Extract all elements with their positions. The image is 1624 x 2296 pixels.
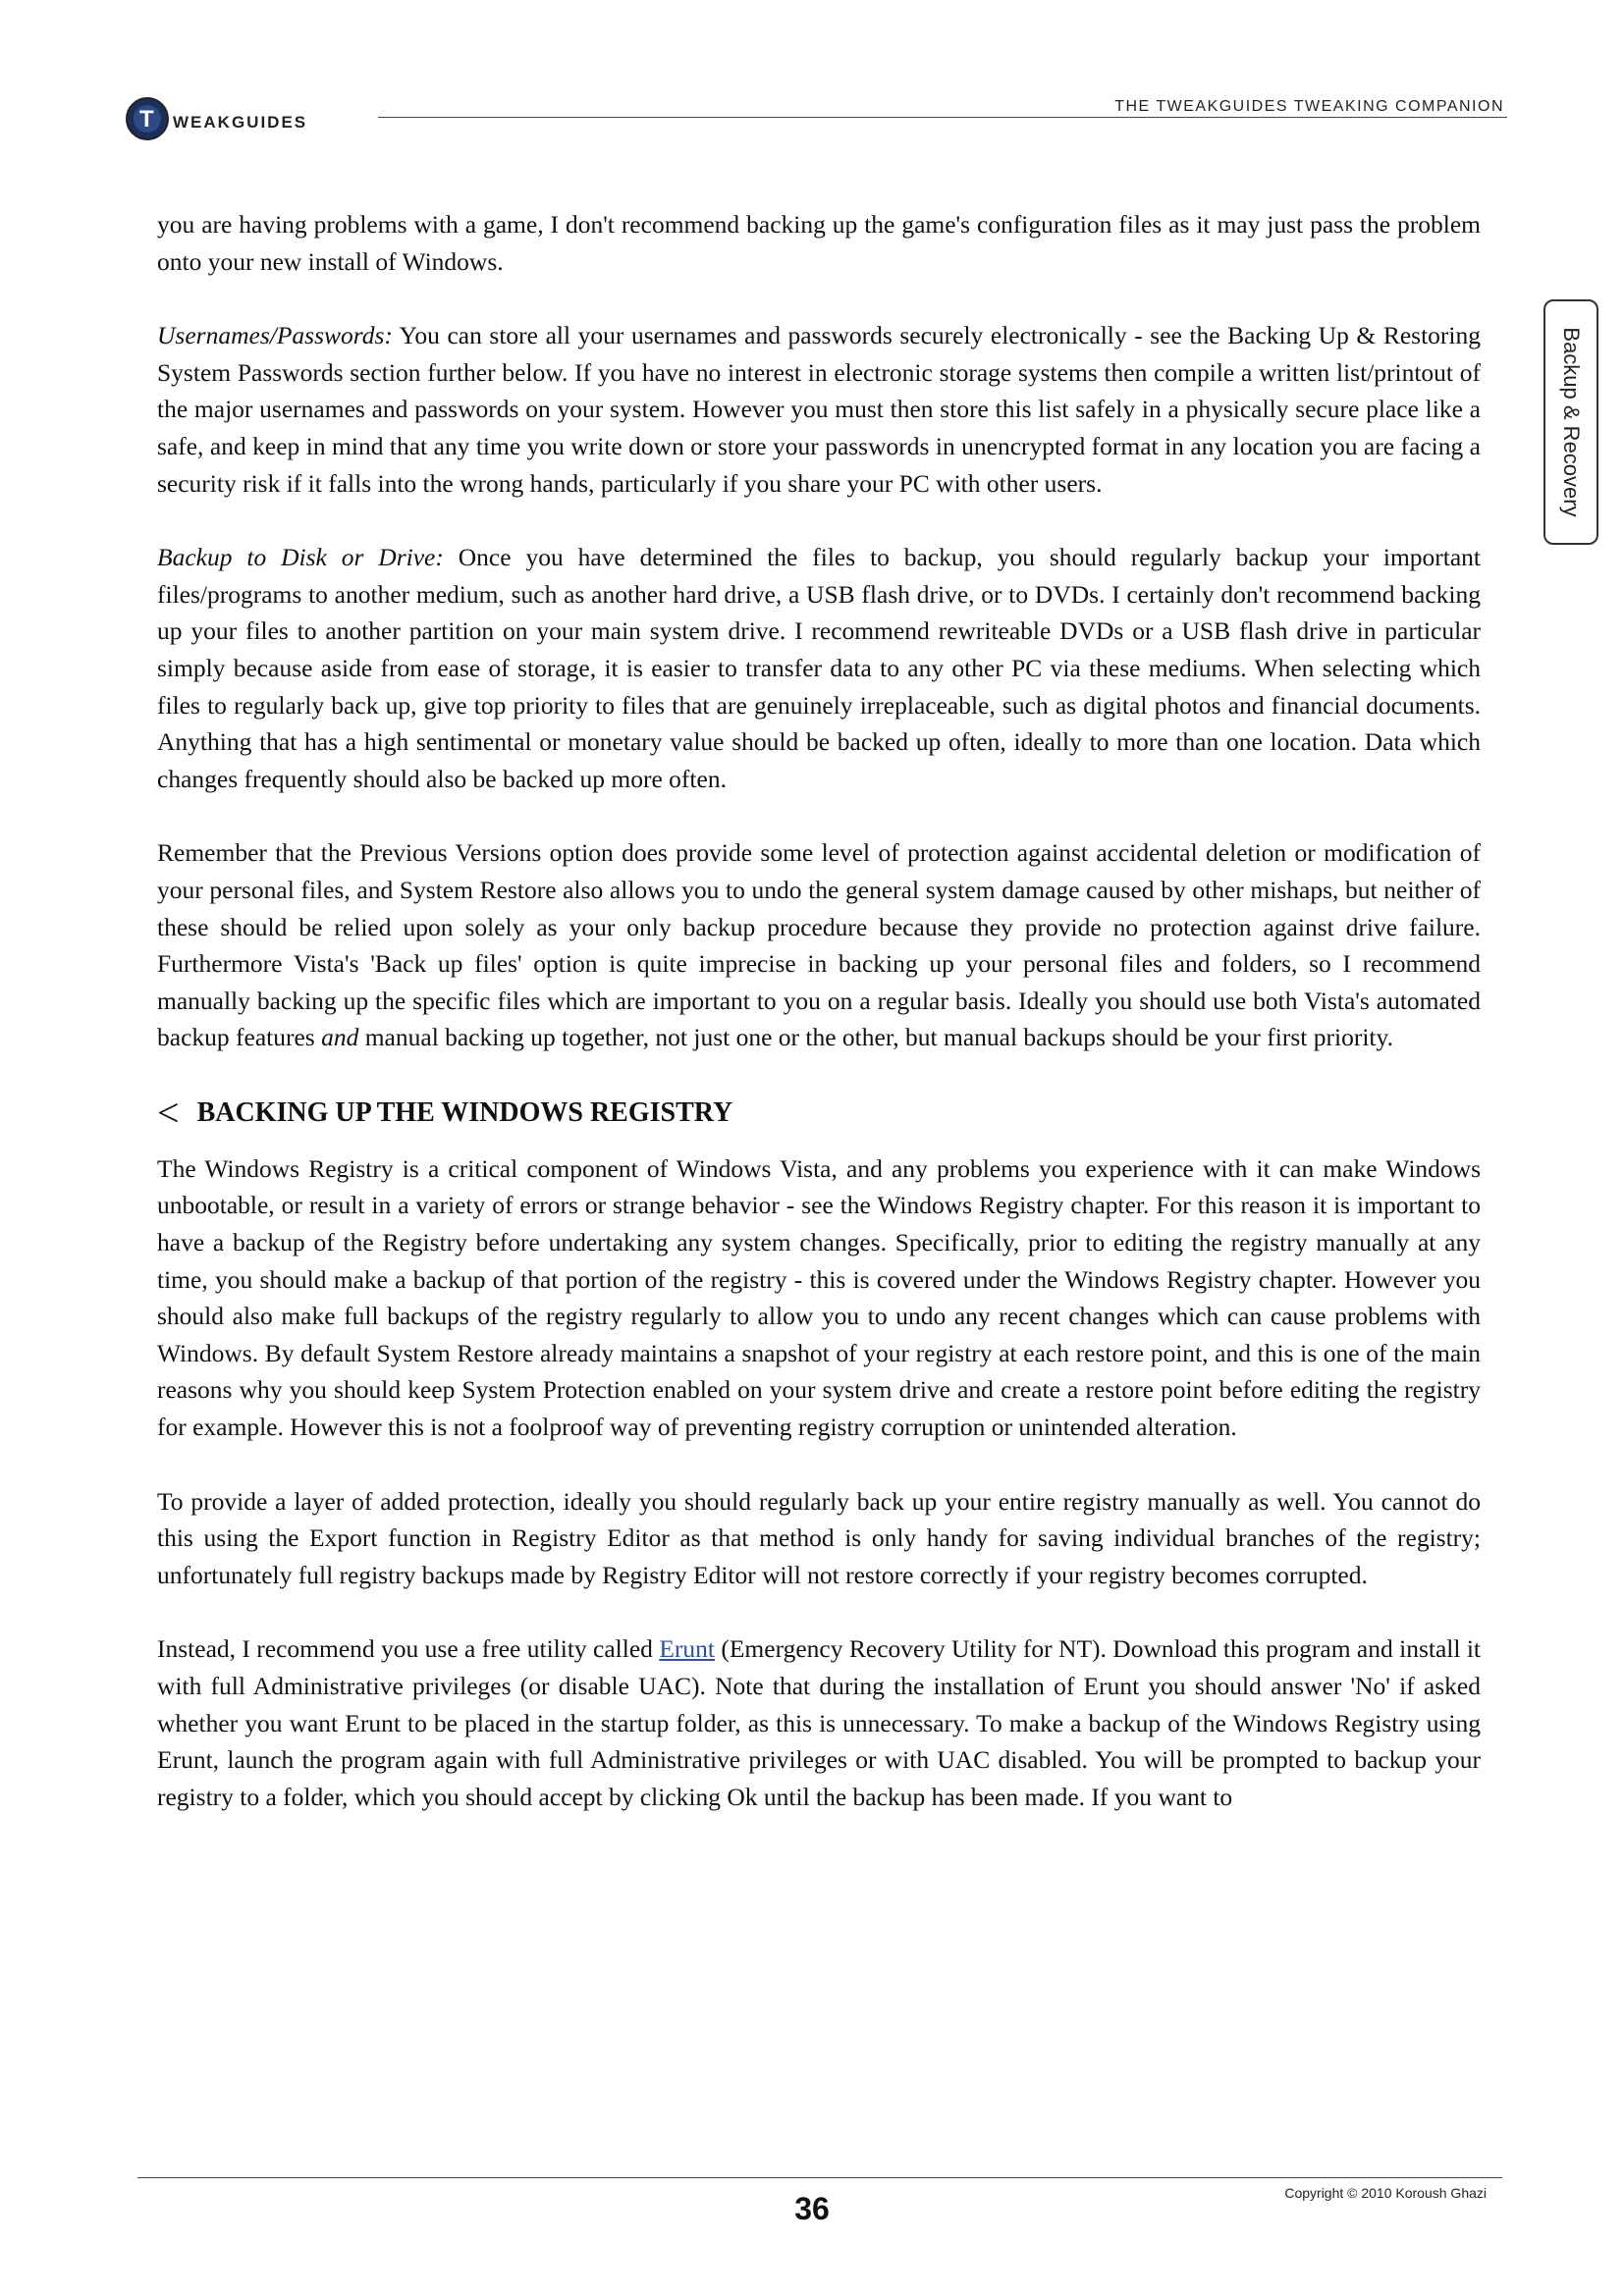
header-title: THE TWEAKGUIDES TWEAKING COMPANION: [1114, 98, 1504, 115]
paragraph-1: you are having problems with a game, I don't recommend backing up the game's configuration files as it may just pass the problem onto your new install of Windows.: [157, 210, 1481, 276]
paragraph-label: Usernames/Passwords:: [157, 321, 393, 350]
footer-rule: [137, 2177, 1502, 2178]
paragraph-usernames-passwords: Usernames/Passwords: You can store all your usernames and passwords securely electronically - see the Backing Up & Restoring System Passwords section further below. If you have no interest in electronic storage systems then compile a written list/printout of the major usernames and passwords on your system. However you must then store this list safely in a physically secure place like a safe, and keep in mind that any time you write down or store your passwords in unencrypted format in any location you are facing a security risk if it falls into the wrong hands, particularly if you share your PC with other users.: [157, 321, 1481, 498]
tweakguides-logo: [124, 94, 359, 143]
side-tab-backup-recovery: [1543, 299, 1598, 545]
svg-text:T: T: [139, 106, 154, 133]
paragraph-registry-intro: The Windows Registry is a critical component of Windows Vista, and any problems you experience with it can make Windows unbootable, or result in a variety of errors or strange behavior - see the Windows Registry chapter. For this reason it is important to have a backup of the Registry before undertaking any system changes. Specifically, prior to editing the registry manually at any time, you should make a backup of that portion of the registry - this is covered under the Windows Registry chapter. However you should also make full backups of the registry regularly to allow you to undo any recent changes which can cause problems with Windows. By default System Restore already maintains a snapshot of your registry at each restore point, and this is one of the main reasons why you should keep System Protection enabled on your system drive and create a restore point before editing the registry for example. However this is not a foolproof way of preventing registry corruption or unintended alteration.: [157, 1153, 1481, 1442]
paragraph-erunt: Instead, I recommend you use a free utility called Erunt (Emergency Recovery Utility for NT). Download this program and install it with full Administrative privileges (or disable UAC). Note that during the installation of Erunt you should answer 'No' if asked whether you want Erunt to be placed in the startup folder, as this is unnecessary. To make a backup of the Windows Registry using Erunt, launch the program again with full Administrative privileges or with UAC disabled. You will be prompted to backup your registry to a folder, which you should accept by clicking Ok until the backup has been made. If you want to: [157, 1634, 1481, 1811]
header-rule: [378, 117, 1507, 118]
copyright: Copyright © 2010 Koroush Ghazi: [1284, 2185, 1487, 2201]
page-content: [157, 206, 1481, 1852]
erunt-link[interactable]: Erunt: [659, 1634, 715, 1664]
paragraph-previous-versions: Remember that the Previous Versions option does provide some level of protection against accidental deletion or modification of your personal files, and System Restore also allows you to undo the general system damage caused by other mishaps, but neither of these should be relied upon solely as your only backup procedure because they provide no protection against drive failure. Furthermore Vista's 'Back up files' option is quite imprecise in backing up your personal files and folders, so I recommend manually backing up the specific files which are important to you on a regular basis. Ideally you should use both Vista's automated backup features and manual backing up together, not just one or the other, but manual backups should be your first priority.: [157, 838, 1481, 1052]
paragraph-label: Backup to Disk or Drive:: [157, 543, 444, 572]
side-tab-label: Backup & Recovery: [1559, 327, 1584, 517]
paragraph-registry-protection: To provide a layer of added protection, ideally you should regularly back up your entire registry manually as well. You cannot do this using the Export function in Registry Editor as that method is only handy for saving individual branches of the registry; unfortunately full registry backups made by Registry Editor will not restore correctly if your registry becomes corrupted.: [157, 1486, 1481, 1589]
logo-text: WEAKGUIDES: [173, 113, 308, 132]
page-number: 36: [794, 2191, 830, 2226]
paragraph-backup-to-disk: Backup to Disk or Drive: Once you have determined the files to backup, you should regularly backup your important files/programs to another medium, such as another hard drive, a USB flash drive, or to DVDs. I certainly don't recommend backing up your files to another partition on your main system drive. I recommend rewriteable DVDs or a USB flash drive in particular simply because aside from ease of storage, it is easier to transfer data to any other PC via these mediums. When selecting which files to regularly back up, give top priority to files that are genuinely irreplaceable, such as digital photos and financial documents. Anything that has a high sentimental or monetary value should be backed up often, ideally to more than one location. Data which changes frequently should also be backed up more often.: [157, 543, 1482, 793]
section-heading-text: BACKING UP THE WINDOWS REGISTRY: [196, 1096, 733, 1128]
section-marker-icon: <: [157, 1090, 180, 1135]
section-heading: [157, 1090, 1481, 1135]
